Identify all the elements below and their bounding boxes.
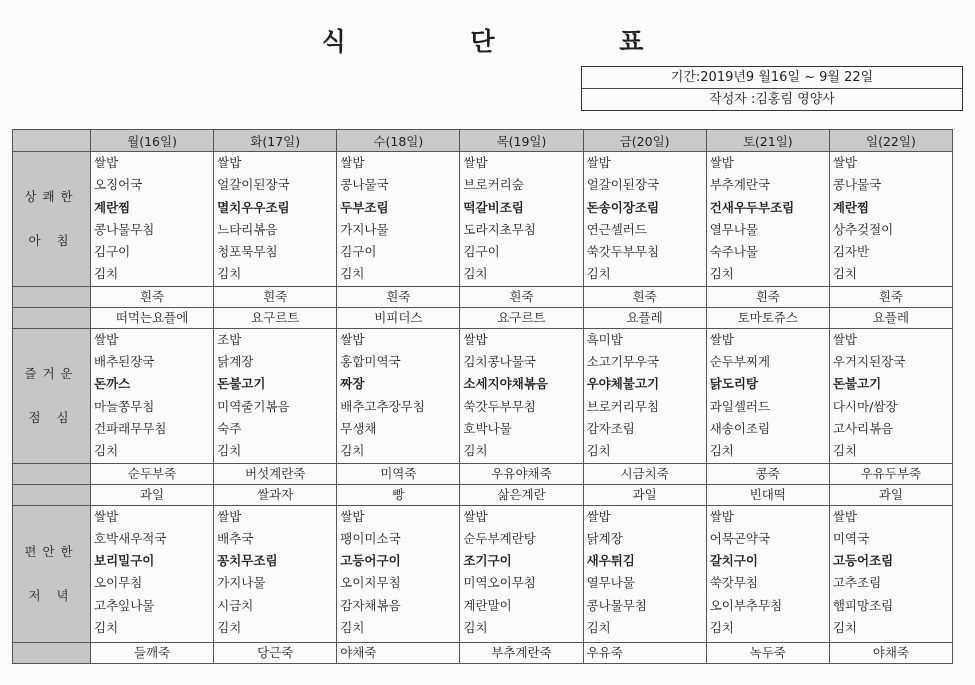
main-dish-item: 조기구이: [463, 553, 512, 569]
main-dish-item: 우야체불고기: [586, 376, 660, 392]
snack-item: 요구르트: [460, 307, 583, 328]
menu-item: 김치: [709, 620, 734, 636]
porridge-item: 야채죽: [337, 642, 460, 663]
day-menu-cell: [337, 152, 460, 287]
menu-item: 흑미밥: [586, 331, 623, 347]
meal-label-line1: 상쾌한: [24, 188, 79, 204]
menu-item: 김치: [340, 443, 365, 459]
menu-item: 어묵곤약국: [709, 530, 771, 546]
menu-item: 김치: [94, 443, 119, 459]
menu-item: 홍합미역국: [340, 354, 401, 370]
menu-item: 쌀밥: [94, 331, 119, 347]
day-menu-cell: [829, 328, 952, 463]
day-header: 화(17일): [214, 130, 337, 152]
menu-item: 우거지된장국: [832, 354, 906, 370]
menu-item: 배추된장국: [94, 354, 155, 370]
menu-item: 얼갈이된장국: [217, 177, 290, 193]
period-text: 기간:2019년9 월16일 ~ 9월 22일: [670, 70, 874, 85]
main-dish-item: 계란찜: [94, 199, 131, 215]
menu-item: 가지나물: [217, 575, 266, 591]
day-header: 월(16일): [91, 130, 214, 152]
meal-label-blank: [13, 286, 91, 307]
menu-item: 브로커리숲: [463, 177, 524, 193]
menu-item: 김치: [586, 443, 611, 459]
menu-item: 쌀밥: [463, 508, 488, 524]
menu-item: 배추고추장무침: [340, 398, 425, 414]
porridge-item: 시금치죽: [583, 463, 706, 484]
menu-item: 김치: [94, 620, 119, 636]
porridge-item: 들깨죽: [91, 642, 214, 663]
meal-sub-row: [13, 484, 953, 505]
menu-item: 김치: [832, 443, 857, 459]
menu-item: 건파래무무침: [94, 420, 167, 436]
meal-label-line2: 저 녁: [28, 587, 75, 603]
porridge-item: 버섯계란죽: [214, 463, 337, 484]
menu-item: 호박나물: [463, 420, 512, 436]
menu-item: 김치: [94, 266, 119, 282]
menu-item: 쌀밥: [463, 155, 488, 170]
meal-label-blank: [13, 307, 91, 328]
menu-item: 쌀밥: [94, 508, 119, 524]
menu-item: 김자반: [832, 244, 870, 260]
day-menu-cell: [337, 328, 460, 463]
snack-item: 빵: [337, 484, 460, 505]
menu-item: 김구이: [463, 244, 500, 260]
menu-item: 청포묵무침: [217, 244, 278, 260]
menu-table: [12, 129, 953, 664]
menu-item: 쌀밥: [832, 155, 857, 170]
menu-item: 가지나물: [340, 221, 389, 237]
info-box: [581, 66, 963, 111]
day-menu-cell: [583, 328, 706, 463]
menu-item: 쌀밥: [340, 508, 365, 524]
menu-item: 쌀밥: [463, 331, 488, 347]
meal-label-line2: 아 침: [28, 232, 75, 248]
menu-item: 과일셀러드: [709, 398, 771, 414]
menu-item: 김치: [586, 266, 611, 282]
day-header: 금(20일): [583, 130, 706, 152]
porridge-item: 야채죽: [829, 642, 952, 663]
menu-item: 김치: [586, 620, 611, 636]
porridge-item: 당근죽: [214, 642, 337, 663]
header-row: [13, 130, 953, 152]
menu-item: 마늘쫑무침: [94, 398, 155, 414]
main-dish-item: 두부조림: [340, 199, 389, 215]
menu-item: 고사리볶음: [832, 420, 894, 436]
porridge-item: 흰죽: [706, 286, 829, 307]
porridge-item: 흰죽: [91, 286, 214, 307]
menu-item: 호박새우적국: [94, 530, 167, 546]
snack-item: 요구르트: [214, 307, 337, 328]
meal-sub-row: [13, 642, 953, 663]
porridge-item: 부추계란죽: [460, 642, 583, 663]
main-dish-item: 건새우두부조림: [709, 199, 795, 215]
menu-item: 부추계란국: [709, 177, 771, 193]
menu-item: 계란말이: [463, 597, 512, 613]
snack-item: 쌀과자: [214, 484, 337, 505]
meal-label: [13, 328, 91, 463]
main-dish-item: 돈불고기: [217, 376, 266, 392]
header-corner: [13, 130, 91, 152]
snack-item: 과일: [91, 484, 214, 505]
menu-item: 콩나물국: [832, 177, 882, 193]
snack-item: 과일: [583, 484, 706, 505]
porridge-item: 녹두죽: [706, 642, 829, 663]
day-header: 일(22일): [829, 130, 952, 152]
menu-item: 무생채: [340, 420, 377, 436]
meal-label-blank: [13, 484, 91, 505]
porridge-item: 콩죽: [706, 463, 829, 484]
porridge-item: 우유죽: [583, 642, 706, 663]
porridge-item: 미역죽: [337, 463, 460, 484]
menu-item: 콩나물무침: [586, 597, 647, 613]
day-menu-cell: [583, 505, 706, 642]
menu-item: 쌀밥: [709, 508, 734, 524]
menu-item: 쌀밥: [586, 155, 611, 170]
menu-item: 연근셀러드: [586, 221, 647, 237]
main-dish-item: 돈불고기: [832, 376, 882, 392]
menu-item: 콩나물무침: [94, 221, 155, 237]
menu-item: 느타리볶음: [217, 221, 278, 237]
day-menu-cell: [460, 328, 583, 463]
menu-item: 김치: [832, 620, 857, 636]
meal-sub-row: [13, 307, 953, 328]
main-dish-item: 꽁치무조림: [217, 553, 278, 569]
day-menu-cell: [829, 152, 952, 287]
page-title: 식 단 표: [321, 27, 702, 56]
day-menu-cell: [706, 152, 829, 287]
menu-item: 배추국: [217, 530, 254, 546]
menu-item: 쑥갓무침: [709, 575, 759, 591]
day-menu-cell: [583, 152, 706, 287]
menu-item: 감자조림: [586, 420, 635, 436]
menu-item: 쌀밥: [340, 331, 365, 347]
meal-label-line1: 편안한: [24, 543, 79, 559]
menu-item: 김치: [709, 266, 734, 282]
main-dish-item: 멸치우우조림: [217, 199, 290, 215]
day-menu-cell: [214, 328, 337, 463]
menu-item: 김구이: [94, 244, 131, 260]
menu-item: 다시마/쌈장: [832, 398, 898, 414]
main-dish-item: 갈치구이: [709, 553, 759, 569]
menu-item: 순두부찌게: [709, 354, 771, 370]
main-dish-item: 닭도리탕: [709, 376, 759, 392]
snack-item: 과일: [829, 484, 952, 505]
meal-label: [13, 152, 91, 287]
snack-item: 비피더스: [337, 307, 460, 328]
day-menu-cell: [91, 328, 214, 463]
day-menu-cell: [337, 505, 460, 642]
menu-item: 김치: [217, 620, 242, 636]
snack-item: 떠먹는요플에: [91, 307, 214, 328]
menu-item: 김치콩나물국: [463, 354, 536, 370]
day-menu-cell: [460, 505, 583, 642]
menu-item: 김치: [217, 443, 242, 459]
menu-item: 닭계장: [586, 530, 623, 546]
main-dish-item: 돈송이장조림: [586, 199, 660, 215]
meal-label-line1: 즐거운: [24, 365, 79, 381]
porridge-item: 흰죽: [829, 286, 952, 307]
main-dish-item: 돈까스: [94, 376, 131, 392]
menu-item: 쌀밥: [94, 155, 119, 170]
day-menu-cell: [214, 152, 337, 287]
meal-sub-row: [13, 286, 953, 307]
menu-item: 쌀밥: [586, 508, 611, 524]
menu-item: 상추겆절이: [832, 221, 894, 237]
menu-item: 닭계장: [217, 354, 254, 370]
menu-item: 김치: [463, 443, 488, 459]
menu-item: 미역국: [832, 530, 870, 546]
menu-item: 숙주나물: [709, 244, 759, 260]
meal-label-blank: [13, 642, 91, 663]
menu-item: 도라지초무침: [463, 221, 536, 237]
menu-item: 오징어국: [94, 177, 143, 193]
menu-item: 쌀밥: [832, 331, 857, 347]
meal-sub-row: [13, 463, 953, 484]
meal-main-row: [13, 328, 953, 463]
menu-item: 시금치: [217, 597, 254, 613]
menu-item: 김치: [340, 620, 365, 636]
menu-item: 소고기무우국: [586, 354, 660, 370]
meal-main-row: [13, 505, 953, 642]
menu-item: 햄피망조림: [832, 597, 894, 613]
menu-item: 쌀밥: [832, 508, 857, 524]
meal-main-row: [13, 152, 953, 287]
porridge-item: 흰죽: [460, 286, 583, 307]
menu-item: 열무나물: [709, 221, 759, 237]
menu-item: 브로커리무침: [586, 398, 660, 414]
main-dish-item: 계란찜: [832, 199, 870, 215]
menu-item: 새송이조림: [709, 420, 771, 436]
snack-item: 빈대떡: [706, 484, 829, 505]
menu-item: 김치: [217, 266, 242, 282]
menu-item: 얼갈이된장국: [586, 177, 660, 193]
menu-item: 콩나물국: [340, 177, 389, 193]
menu-item: 김치: [463, 620, 488, 636]
main-dish-item: 새우튀김: [586, 553, 635, 569]
menu-item: 미역오이무침: [463, 575, 536, 591]
menu-item: 팽이미소국: [340, 530, 401, 546]
main-dish-item: 짜장: [340, 376, 365, 392]
meal-label-line2: 점 심: [28, 409, 75, 425]
menu-item: 감자채볶음: [340, 597, 401, 613]
main-dish-item: 고등어조림: [832, 553, 894, 569]
meal-label: [13, 505, 91, 642]
menu-item: 숙주: [217, 420, 242, 436]
porridge-item: 흰죽: [583, 286, 706, 307]
day-header: 목(19일): [460, 130, 583, 152]
main-dish-item: 보리밀구이: [94, 553, 155, 569]
menu-item: 오이무침: [94, 575, 143, 591]
snack-item: 토마토쥬스: [706, 307, 829, 328]
menu-item: 김치: [463, 266, 488, 282]
menu-item: 쑥갓두부무침: [463, 398, 536, 414]
day-menu-cell: [706, 328, 829, 463]
day-menu-cell: [91, 152, 214, 287]
menu-item: 쌀밥: [217, 508, 242, 524]
main-dish-item: 고등어구이: [340, 553, 401, 569]
menu-item: 쌀밥: [709, 155, 734, 170]
porridge-item: 순두부죽: [91, 463, 214, 484]
menu-item: 김치: [709, 443, 734, 459]
day-menu-cell: [214, 505, 337, 642]
snack-item: 요플레: [829, 307, 952, 328]
menu-item: 미역줄기볶음: [217, 398, 290, 414]
day-menu-cell: [829, 505, 952, 642]
menu-item: 오이부추무침: [709, 597, 783, 613]
day-menu-cell: [91, 505, 214, 642]
porridge-item: 우유두부죽: [829, 463, 952, 484]
main-dish-item: 소세지야채볶음: [463, 376, 548, 392]
day-menu-cell: [706, 505, 829, 642]
snack-item: 삶은계란: [460, 484, 583, 505]
menu-item: 순두부계란탕: [463, 530, 536, 546]
day-menu-cell: [460, 152, 583, 287]
menu-item: 쌀밥: [217, 155, 242, 170]
day-header: 수(18일): [337, 130, 460, 152]
main-dish-item: 떡갈비조림: [463, 199, 524, 215]
menu-item: 조밥: [217, 331, 242, 347]
porridge-item: 흰죽: [337, 286, 460, 307]
menu-item: 김구이: [340, 244, 377, 260]
menu-item: 쌀밥: [709, 331, 734, 347]
menu-item: 김치: [832, 266, 857, 282]
day-header: 토(21일): [706, 130, 829, 152]
snack-item: 요플레: [583, 307, 706, 328]
menu-item: 쑥갓두부무침: [586, 244, 660, 260]
menu-item: 고추잎나물: [94, 597, 155, 613]
porridge-item: 흰죽: [214, 286, 337, 307]
menu-item: 오이지무침: [340, 575, 401, 591]
menu-item: 열무나물: [586, 575, 635, 591]
meal-label-blank: [13, 463, 91, 484]
author-text: 작성자 :김홍림 영양사: [582, 88, 962, 110]
menu-item: 고추조림: [832, 575, 882, 591]
menu-item: 쌀밥: [340, 155, 365, 170]
menu-item: 김치: [340, 266, 365, 282]
porridge-item: 우유야채죽: [460, 463, 583, 484]
